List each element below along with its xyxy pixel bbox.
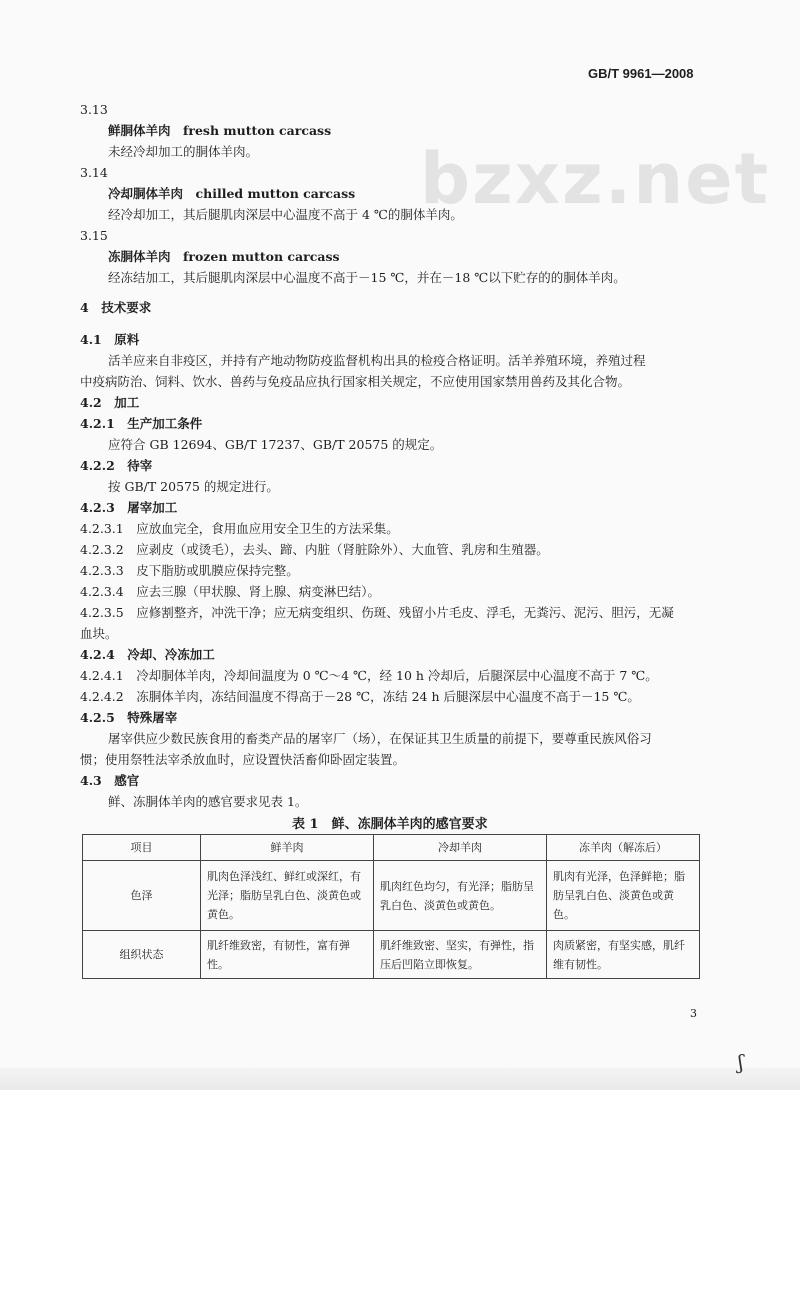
subsection-heading: 4.2.4 冷却、冷冻加工	[80, 647, 215, 662]
table-cell: 肌肉色泽浅红、鲜红或深红，有光泽；脂肪呈乳白色、淡黄色或黄色。	[201, 861, 374, 931]
paragraph-line: 鲜、冻胴体羊肉的感官要求见表 1。	[108, 794, 308, 809]
term-definition: 经冷却加工，其后腿肌肉深层中心温度不高于 4 ℃的胴体羊肉。	[108, 207, 463, 222]
subsection-heading: 4.2.3 屠宰加工	[80, 500, 178, 515]
table-cell: 肌纤维致密、坚实，有弹性，指压后凹陷立即恢复。	[374, 931, 547, 979]
handwritten-mark: ʃ	[738, 1050, 744, 1074]
table-header-row	[83, 835, 700, 861]
subsection-heading: 4.3 感官	[80, 773, 140, 788]
paragraph-line: 惯；使用祭牲法宰杀放血时，应设置快活畜仰卧固定装置。	[80, 752, 406, 767]
table-title: 表 1 鲜、冻胴体羊肉的感官要求	[292, 817, 488, 832]
table-row	[83, 931, 700, 979]
paragraph-line: 屠宰供应少数民族食用的畜类产品的屠宰厂（场），在保证其卫生质量的前提下，要尊重民族风俗习	[108, 731, 652, 746]
table-cell: 色泽	[83, 861, 201, 931]
table-cell: 肌纤维致密，有韧性，富有弹性。	[201, 931, 374, 979]
subsection-heading: 4.2 加工	[80, 395, 140, 410]
watermark: bzxz.net	[420, 138, 771, 220]
subsection-heading: 4.2.2 待宰	[80, 458, 153, 473]
table-header-cell: 冷却羊肉	[374, 835, 547, 861]
term-definition: 经冻结加工，其后腿肌肉深层中心温度不高于－15 ℃，并在－18 ℃以下贮存的的胴体羊肉。	[108, 270, 626, 285]
clause-line: 4.2.3.3 皮下脂肪或肌膜应保持完整。	[80, 563, 299, 578]
clause-number: 3.15	[80, 228, 108, 243]
clause-number: 3.14	[80, 165, 108, 180]
term-heading: 冻胴体羊肉 frozen mutton carcass	[108, 249, 340, 264]
subsection-heading: 4.1 原料	[80, 332, 140, 347]
clause-line: 4.2.3.2 应剥皮（或烫毛），去头、蹄、内脏（肾脏除外）、大血管、乳房和生殖器。	[80, 542, 549, 557]
clause-line: 4.2.4.2 冻胴体羊肉，冻结间温度不得高于－28 ℃，冻结 24 h 后腿深层中心温度不高于－15 ℃。	[80, 689, 640, 704]
table-header-cell: 鲜羊肉	[201, 835, 374, 861]
clause-number: 3.13	[80, 102, 108, 117]
table-row	[83, 861, 700, 931]
document-id: GB/T 9961—2008	[588, 66, 694, 81]
paragraph-line: 按 GB/T 20575 的规定进行。	[108, 479, 279, 494]
term-definition: 未经冷却加工的胴体羊肉。	[108, 144, 259, 159]
table-cell: 组织状态	[83, 931, 201, 979]
clause-line: 4.2.4.1 冷却胴体羊肉，冷却间温度为 0 ℃～4 ℃，经 10 h 冷却后，后腿深层中心温度不高于 7 ℃。	[80, 668, 658, 683]
paragraph-line: 中疫病防治、饲料、饮水、兽药与免疫品应执行国家相关规定，不应使用国家禁用兽药及其化合物。	[80, 374, 631, 389]
clause-line: 4.2.3.1 应放血完全，食用血应用安全卫生的方法采集。	[80, 521, 399, 536]
page-number: 3	[690, 1007, 697, 1020]
table-cell: 肉质紧密，有坚实感，肌纤维有韧性。	[547, 931, 700, 979]
clause-line: 4.2.3.5 应修割整齐，冲洗干净；应无病变组织、伤斑、残留小片毛皮、浮毛，无粪污、泥污、胆污，无凝	[80, 605, 674, 620]
table-cell: 肌肉有光泽，色泽鲜艳；脂肪呈乳白色、淡黄色或黄色。	[547, 861, 700, 931]
section-heading: 4 技术要求	[80, 300, 152, 315]
clause-line: 血块。	[80, 626, 118, 641]
scan-bottom-edge	[0, 1068, 800, 1090]
table-cell: 肌肉红色均匀，有光泽；脂肪呈乳白色、淡黄色或黄色。	[374, 861, 547, 931]
term-heading: 鲜胴体羊肉 fresh mutton carcass	[108, 123, 332, 138]
paragraph-line: 应符合 GB 12694、GB/T 17237、GB/T 20575 的规定。	[108, 437, 443, 452]
paragraph-line: 活羊应来自非疫区，并持有产地动物防疫监督机构出具的检疫合格证明。活羊养殖环境，养殖过程	[108, 353, 646, 368]
term-heading: 冷却胴体羊肉 chilled mutton carcass	[108, 186, 356, 201]
subsection-heading: 4.2.1 生产加工条件	[80, 416, 203, 431]
clause-line: 4.2.3.4 应去三腺（甲状腺、肾上腺、病变淋巴结）。	[80, 584, 380, 599]
table-header-cell: 冻羊肉（解冻后）	[547, 835, 700, 861]
subsection-heading: 4.2.5 特殊屠宰	[80, 710, 178, 725]
sensory-requirements-table	[82, 834, 700, 979]
table-header-cell: 项目	[83, 835, 201, 861]
